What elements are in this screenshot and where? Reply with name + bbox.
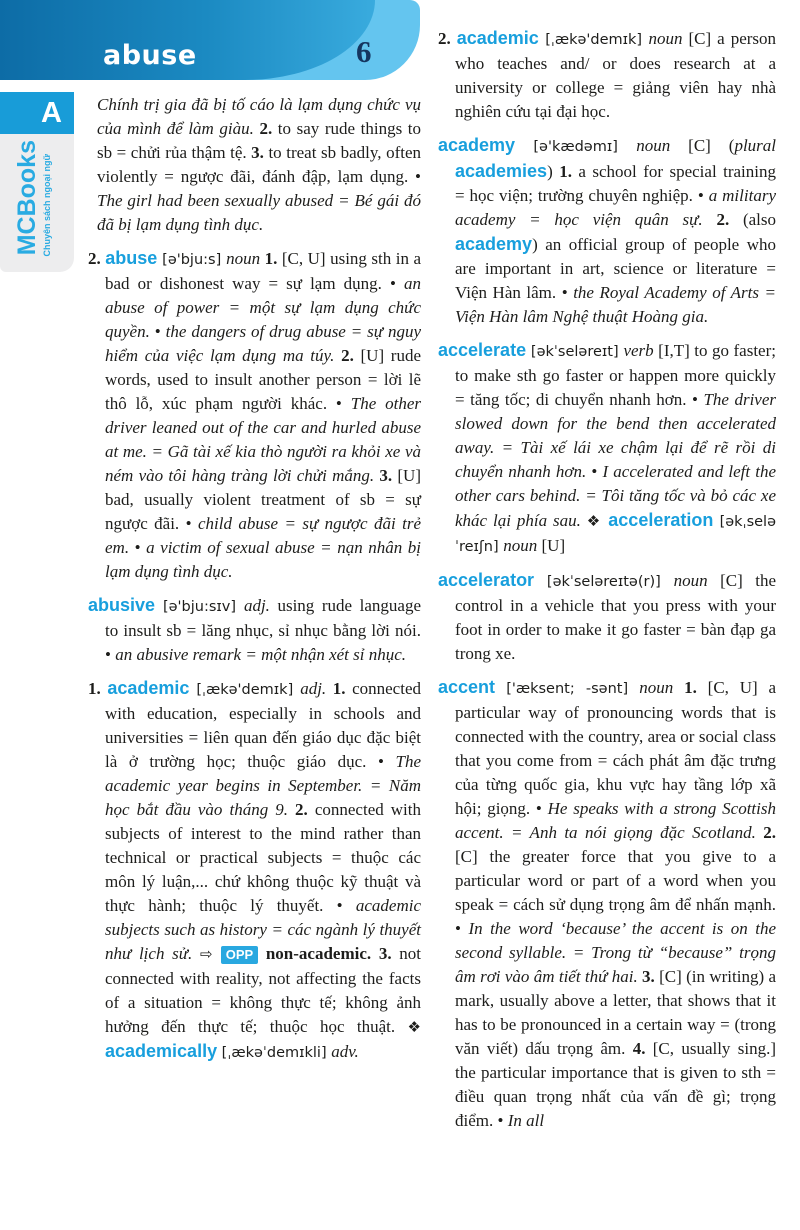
running-head-word: abuse xyxy=(103,40,197,71)
text-run: to treat sb badly, often violently = ngược đãi, đánh đập, lạm dụng. • xyxy=(97,143,421,186)
text-run: academic xyxy=(107,678,190,698)
text-run: [ˌækə'demɪk] xyxy=(538,32,649,48)
text-run: verb xyxy=(623,341,659,360)
text-run: 3. xyxy=(642,967,660,986)
text-run: [C] (in writing) a mark, usually above a letter, that shows that it has to be pronounced in a certain way = (trong văn viết) dấu trọng âm. xyxy=(455,967,777,1058)
text-run: [C, U] using sth in a bad or dishonest way = sự lạm dụng. • xyxy=(105,249,422,293)
text-run: 2. xyxy=(259,119,278,138)
text-run: academy xyxy=(438,135,516,155)
text-run: ) an official group of people who are important in art, science or literature = Viện Hàn lâm. • xyxy=(455,235,776,302)
text-run: ) xyxy=(547,162,560,181)
text-run: [C] the greater force that you give to a particular word or part of a word when you speak = cách sử dụng trọng âm để nhấn mạnh. • xyxy=(455,847,776,938)
entry-accelerate xyxy=(438,338,776,559)
text-run: using rude language to insult sb = lăng nhục, sỉ nhục bằng lời nói. • xyxy=(105,596,421,664)
text-run: ⇨ xyxy=(199,945,221,963)
text-run: child abuse = sự ngược đãi trẻ em. xyxy=(105,514,421,557)
section-letter-badge: A xyxy=(0,92,74,134)
text-run: [ə'bju:sɪv] xyxy=(155,599,244,615)
text-run: accelerate xyxy=(438,340,527,360)
text-run: [U] rude words, used to insult another person = lời lẽ thô lỗ, xúc phạm người khác. • xyxy=(105,346,422,413)
text-run: a school for special training = học viện; trường chuyên nghiệp. • xyxy=(455,162,776,205)
text-run: 1. xyxy=(264,249,282,268)
text-run: the dangers of drug abuse = sự nguy hiểm của việc lạm dụng ma túy. xyxy=(105,322,422,365)
text-run: In all xyxy=(507,1111,545,1130)
text-run: 3. xyxy=(379,466,398,485)
text-run: not connected with reality, not affecting the facts of a situation = không thực tế; không ảnh hưởng đến thực tế; thuộc học thuật. xyxy=(105,944,421,1036)
text-run: [ˌækəˈdemɪkli] xyxy=(217,1045,332,1061)
text-run: [C, U] a particular way of pronouncing words that is connected with the country, area or social class that you come from = cách phát âm đặc trưng của từng quốc gia, khu vực hay tầng lớp xã hội; giọng. • xyxy=(455,678,777,818)
text-run: accent xyxy=(438,677,496,697)
text-run: Chính trị gia đã bị tố cáo là lạm dụng chức vụ của mình để làm giàu. xyxy=(97,95,421,138)
text-run: [U] xyxy=(541,536,566,555)
text-run: 3. xyxy=(251,143,269,162)
text-run: accelerator xyxy=(438,570,535,590)
text-run: to say rude things to sb = chửi rủa thậm tệ. xyxy=(97,119,421,162)
text-run: adv. xyxy=(331,1042,359,1061)
text-run: noun xyxy=(639,678,685,697)
text-run: 1. xyxy=(88,679,108,698)
text-run: [ə'kædəmɪ] xyxy=(515,139,637,155)
text-run: academy xyxy=(455,234,533,254)
text-run: ['æksent; -sənt] xyxy=(495,681,640,697)
text-run: connected with subjects of interest to the mind rather than technical or practical subjects = thuộc các môn lý luận,... chứ không thuộc kỹ thuật và thực hành; thuộc lý thuyết. • xyxy=(105,800,421,915)
text-run: ❖ xyxy=(407,1018,421,1036)
text-run: (also xyxy=(742,210,776,229)
text-run: noun xyxy=(226,249,265,268)
text-run: The other driver leaned out of the car and hurled abuse at me. = Gã tài xế kia thò người ra khỏi xe và ném vào tôi hàng tràng lời chửi mắng. xyxy=(105,394,421,485)
publisher-brand xyxy=(15,140,53,264)
text-run: 4. xyxy=(632,1039,653,1058)
entry-abuse-noun xyxy=(88,246,421,584)
text-run: academic xyxy=(456,28,539,48)
entry-academic-noun xyxy=(438,26,776,124)
text-run: noun xyxy=(503,536,542,555)
text-run: 2. xyxy=(341,346,361,365)
text-run: [C] the control in a vehicle that you press with your foot in order to make it go faster = bàn đạp ga trong xe. xyxy=(455,571,776,663)
text-run: [ˌækə'demɪk] xyxy=(189,682,301,698)
text-run: ❖ xyxy=(586,512,609,530)
text-run: noun xyxy=(648,29,689,48)
text-run: 2. xyxy=(716,210,743,229)
text-run: a victim of sexual abuse = nạn nhân bị lạm dụng tình dục. xyxy=(105,538,422,581)
text-run: [ə'bju:s] xyxy=(157,252,227,268)
text-column-right xyxy=(438,26,776,1142)
text-run: an abusive remark = một nhận xét sỉ nhục. xyxy=(115,645,407,664)
text-run: an abuse of power = một sự lạm dụng chức quyền. xyxy=(105,274,421,341)
text-run: academies xyxy=(455,161,548,181)
text-run: abusive xyxy=(88,595,156,615)
text-run: acceleration xyxy=(608,510,714,530)
entry-accent xyxy=(438,675,776,1133)
text-run: In the word ‘because’ the accent is on the second syllable. = Trong từ “because” trọng âm rơi vào âm tiết thứ hai. xyxy=(455,919,776,986)
text-run: [C] ( xyxy=(688,136,735,155)
text-run: • xyxy=(134,538,147,557)
text-run: 1. xyxy=(332,679,353,698)
text-run: the Royal Academy of Arts = Viện Hàn lâm Nghệ thuật Hoàng gia. xyxy=(455,283,776,326)
text-run: noun xyxy=(673,571,721,590)
text-run: adj. xyxy=(243,596,278,615)
text-run: plural xyxy=(734,136,777,155)
text-run: [əkˌseləˈreɪʃn] xyxy=(455,514,776,555)
text-run: noun xyxy=(636,136,689,155)
text-run: [U] bad, usually violent treatment of sb = sự ngược đãi. • xyxy=(105,466,421,533)
page-number: 6 xyxy=(356,34,372,69)
text-run: 1. xyxy=(684,678,708,697)
entry-academic-adj xyxy=(88,676,421,1065)
text-run: [C, usually sing.] the particular importance that is given to sth = điều quan trọng nhất của vấn đề gì; trọng điểm. • xyxy=(455,1039,776,1130)
text-run: [C] a person who teaches and/ or does research at a university or college = giảng viên hay nhà nghiên cứu tại đại học. xyxy=(455,29,777,121)
text-run: He speaks with a strong Scottish accent. = Anh ta nói giọng đặc Scotland. xyxy=(455,799,776,842)
text-run: academically xyxy=(105,1041,218,1061)
text-run: I accelerated and left the other cars behind. = Tôi tăng tốc và bỏ các xe khác lại phía sau. xyxy=(455,462,777,530)
text-run: • xyxy=(591,462,603,481)
entry-accelerator xyxy=(438,568,776,666)
text-run: The girl had been sexually abused = Bé gái đó đã bị lạm dụng tình dục. xyxy=(97,191,421,234)
brand-tagline: Chuyên sách ngoại ngữ xyxy=(42,154,52,257)
text-run: academic subjects such as history = các ngành lý thuyết như lịch sử. xyxy=(105,896,421,963)
text-run: 2. xyxy=(763,823,776,842)
text-run: non-academic. 3. xyxy=(258,944,400,963)
entry-abusive xyxy=(88,593,421,667)
text-run: 2. xyxy=(438,29,457,48)
text-run: [əkˈseləreɪtə(r)] xyxy=(534,574,674,590)
text-run: connected with education, especially in schools and universities = liên quan đến giáo dục đặc biệt là ở trường học; thuộc giáo dục. • xyxy=(105,679,421,771)
entry-abuse-verb-continuation xyxy=(88,93,421,237)
brand-logo-text: MCBooks xyxy=(13,140,41,256)
text-run: The academic year begins in September. = Năm học bắt đầu vào tháng 9. xyxy=(105,752,421,819)
text-run: The driver slowed down for the bend then accelerated away. = Tài xế lái xe chậm lại để rẽ rồi di chuyển nhanh hơn. xyxy=(455,390,777,481)
text-run: 1. xyxy=(559,162,579,181)
text-run: [əkˈseləreɪt] xyxy=(526,344,624,360)
text-run: a military academy = học viện quân sự. xyxy=(455,186,776,229)
text-column-left xyxy=(88,93,421,1074)
text-run: OPP xyxy=(221,946,258,964)
text-run: • xyxy=(154,322,166,341)
text-run: abuse xyxy=(105,248,158,268)
text-run: [I,T] to go faster; to make sth go faster or happen more quickly = tăng tốc; di chuyển nhanh hơn. • xyxy=(455,341,776,409)
entry-academy xyxy=(438,133,776,329)
text-run: 2. xyxy=(88,249,106,268)
text-run: adj. xyxy=(300,679,333,698)
text-run: 2. xyxy=(295,800,315,819)
